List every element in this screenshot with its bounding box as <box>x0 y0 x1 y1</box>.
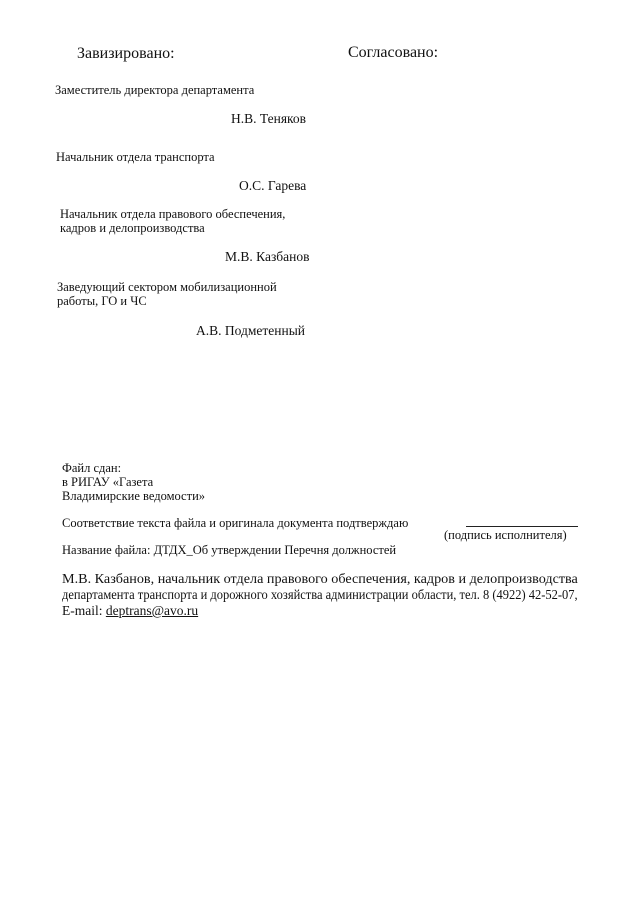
contact-line: М.В. Казбанов, начальник отдела правового обеспечения, кадров и делопроизводства <box>62 571 578 586</box>
file-submitted-label: Файл сдан: <box>62 461 122 475</box>
signature-line <box>466 526 578 527</box>
file-name: Название файла: ДТДХ_Об утверждении Перечня должностей <box>62 543 397 557</box>
contact-line: департамента транспорта и дорожного хозяйства администрации области, тел. 8 (4922) 42-52-07, <box>62 587 578 602</box>
email-label: E-mail: <box>62 603 106 618</box>
file-submitted-line: в РИГАУ «Газета <box>62 475 154 489</box>
file-submitted-line: Владимирские ведомости» <box>62 489 206 503</box>
approver-name: Н.В. Теняков <box>231 111 307 126</box>
approver-position: Заведующий сектором мобилизационной <box>57 280 277 294</box>
approver-name: А.В. Подметенный <box>196 323 306 338</box>
approver-position: кадров и делопроизводства <box>60 221 205 235</box>
approver-name: М.В. Казбанов <box>225 249 310 264</box>
approver-position: Начальник отдела правового обеспечения, <box>60 207 286 221</box>
confirmation-text: Соответствие текста файла и оригинала документа подтверждаю <box>62 516 409 530</box>
contact-email-line <box>62 604 198 618</box>
approver-name: О.С. Гарева <box>239 178 307 193</box>
vised-heading: Завизировано: <box>77 45 175 62</box>
email-link[interactable]: deptrans@avo.ru <box>105 603 199 618</box>
approver-position: работы, ГО и ЧС <box>57 294 147 308</box>
signature-caption: (подпись исполнителя) <box>444 528 567 542</box>
approver-position: Заместитель директора департамента <box>55 83 255 97</box>
agreed-heading: Согласовано: <box>348 44 439 61</box>
approver-position: Начальник отдела транспорта <box>56 150 215 164</box>
